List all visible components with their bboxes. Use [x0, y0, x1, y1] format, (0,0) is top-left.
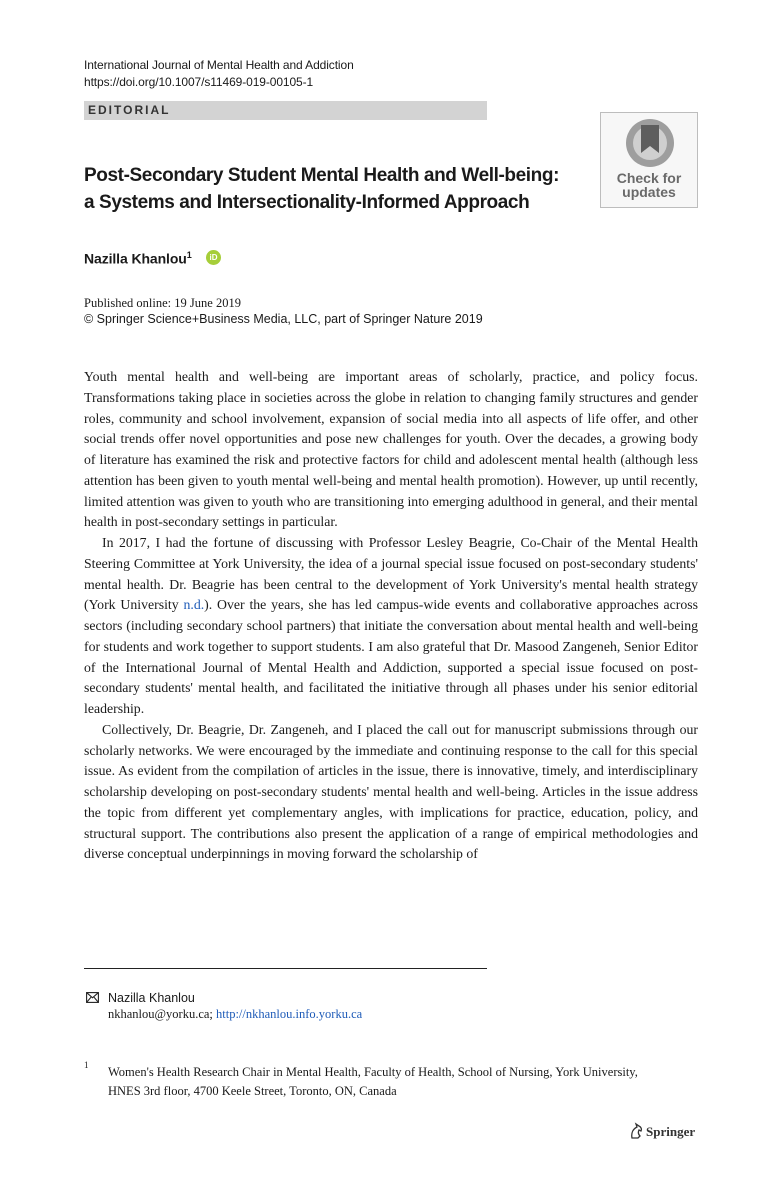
author-affiliation-sup: 1	[186, 250, 192, 260]
corresponding-author: Nazilla Khanlou	[108, 991, 195, 1005]
footnote-divider	[84, 968, 487, 969]
badge-line-2: updates	[622, 184, 676, 200]
section-label: EDITORIAL	[88, 103, 171, 117]
journal-name: International Journal of Mental Health and Addiction	[84, 58, 354, 72]
corresponding-url[interactable]: http://nkhanlou.info.yorku.ca	[216, 1007, 363, 1021]
body-text	[84, 367, 698, 865]
published-date: Published online: 19 June 2019	[84, 296, 241, 310]
publisher-logo: Springer	[646, 1124, 696, 1139]
badge-text	[600, 171, 698, 199]
springer-horse-icon	[628, 1122, 644, 1140]
paragraph-3: Collectively, Dr. Beagrie, Dr. Zangeneh, and I placed the call out for manuscript submissions through our scholarly networks. We were encouraged by the immediate and continuing response to the call for this special issue. As evident from the compilation of articles in the issue, there is innovative, timely, and interdisciplinary scholarship developing on post-secondary students' mental health and well-being. Articles in the issue address the topic from different yet complementary angles, with implications for practice, education, policy, and structural support. The contributions also present the application of a range of empirical methodologies and diverse conceptual underpinnings in moving forward the scholarship of	[84, 721, 698, 862]
badge-line-1: Check for	[616, 170, 682, 186]
article-title	[84, 162, 584, 216]
citation-link[interactable]: n.d.	[183, 597, 205, 613]
paragraph-2	[84, 533, 698, 720]
bookmark-icon	[601, 113, 699, 173]
footnote-text: Women's Health Research Chair in Mental Health, Faculty of Health, School of Nursing, York University, HNES 3rd floor, 4700 Keele Street, Toronto, ON, Canada	[108, 1065, 638, 1098]
corresponding-email[interactable]: nkhanlou@yorku.ca;	[108, 1007, 217, 1021]
corresponding-contact	[108, 1004, 362, 1024]
paragraph-2-part-b: ). Over the years, she has led campus-wide events and collaborative approaches across sectors (including secondary school partners) that initiate the conversation about mental health and well-being for students and work together to support students. I am also grateful that Dr. Masood Zangeneh, Senior Editor of the International Journal of Mental Health and Addiction, supported a special issue focused on post-secondary students' mental health, and facilitated the initiative through all phases under his senior editorial leadership.	[84, 597, 698, 716]
paragraph-1: Youth mental health and well-being are important areas of scholarly, practice, and policy focus. Transformations taking place in societies across the globe in relation to changing family structures and gender roles, community and school involvement, expansion of social media into all aspects of life offer, and other social trends offer novel opportunities and pose new challenges for youth. Over the decades, a growing body of literature has examined the risk and protective factors for child and adolescent mental health (although less attention has been given to youth mental well-being and mental health promotion). However, up until recently, limited attention was given to youth who are transitioning into emerging adulthood in general, and their mental health in post-secondary settings in particular.	[84, 369, 698, 530]
footnote-number: 1	[84, 1060, 89, 1070]
author-name	[84, 250, 192, 267]
doi-link[interactable]: https://doi.org/10.1007/s11469-019-00105-1	[84, 75, 314, 89]
copyright: © Springer Science+Business Media, LLC, part of Springer Nature 2019	[84, 312, 483, 326]
title-line-2: a Systems and Intersectionality-Informed Approach	[84, 192, 530, 213]
paragraph-2-part-a: In 2017, I had the fortune of discussing with Professor Lesley Beagrie, Co-Chair of the Mental Health Steering Committee at York University, the idea of a journal special issue focused on post-secondary students' mental health. Dr. Beagrie has been central to the development of York University's mental health strategy (York University	[84, 535, 698, 613]
orcid-label: iD	[209, 253, 218, 262]
orcid-icon[interactable]	[206, 250, 221, 265]
title-line-1: Post-Secondary Student Mental Health and Well-being:	[84, 165, 560, 186]
author-name-text: Nazilla Khanlou	[84, 250, 187, 267]
envelope-icon	[86, 992, 99, 1003]
